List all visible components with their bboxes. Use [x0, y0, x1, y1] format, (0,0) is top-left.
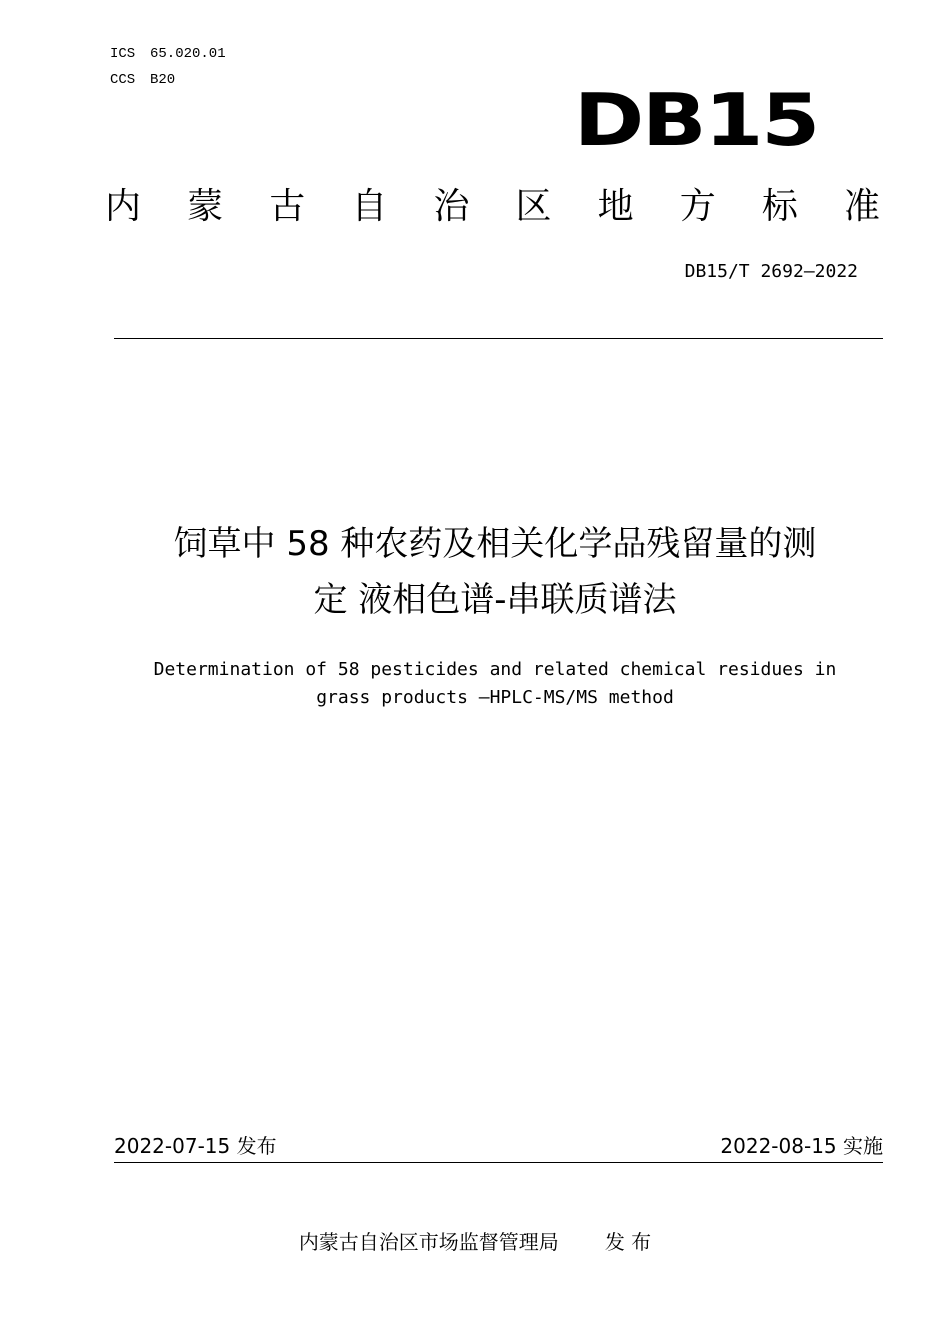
ics-classification: [110, 46, 226, 62]
ccs-value: B20: [150, 72, 176, 88]
ics-value: 65.020.01: [150, 46, 226, 62]
standard-type-char: 自: [351, 186, 388, 227]
publisher-action: 发 布: [604, 1230, 652, 1254]
chinese-title: [95, 516, 895, 628]
standard-number: DB15/T 2692—2022: [684, 261, 858, 282]
standard-type-char: 方: [679, 186, 716, 227]
standard-type-char: 准: [843, 186, 880, 227]
standard-type-heading: [105, 182, 880, 232]
top-divider: [114, 338, 883, 339]
chinese-title-line-2: 定 液相色谱-串联质谱法: [313, 580, 677, 620]
standard-type-char: 地: [597, 186, 634, 227]
standard-type-char: 古: [269, 186, 306, 227]
implementation-date: 2022-08-15 实施: [720, 1134, 883, 1158]
chinese-title-line-1: 饲草中 58 种农药及相关化学品残留量的测: [173, 524, 817, 564]
standard-type-char: 治: [433, 186, 470, 227]
standard-type-char: 标: [761, 186, 798, 227]
publisher-name: 内蒙古自治区市场监督管理局: [298, 1230, 559, 1254]
ics-label: ICS: [110, 46, 136, 62]
issue-date: 2022-07-15 发布: [114, 1134, 277, 1158]
ccs-classification: [110, 72, 175, 88]
publisher: [0, 1227, 950, 1257]
english-title-line-2: grass products —HPLC-MS/MS method: [316, 687, 674, 708]
standard-type-char: 内: [105, 186, 142, 227]
english-title-line-1: Determination of 58 pesticides and related chemical residues in: [153, 659, 837, 680]
ccs-label: CCS: [110, 72, 136, 88]
standard-type-char: 蒙: [187, 186, 224, 227]
english-title: [95, 656, 895, 712]
db-code: DB15: [573, 78, 818, 162]
bottom-divider: [114, 1162, 883, 1163]
standard-type-char: 区: [515, 186, 552, 227]
